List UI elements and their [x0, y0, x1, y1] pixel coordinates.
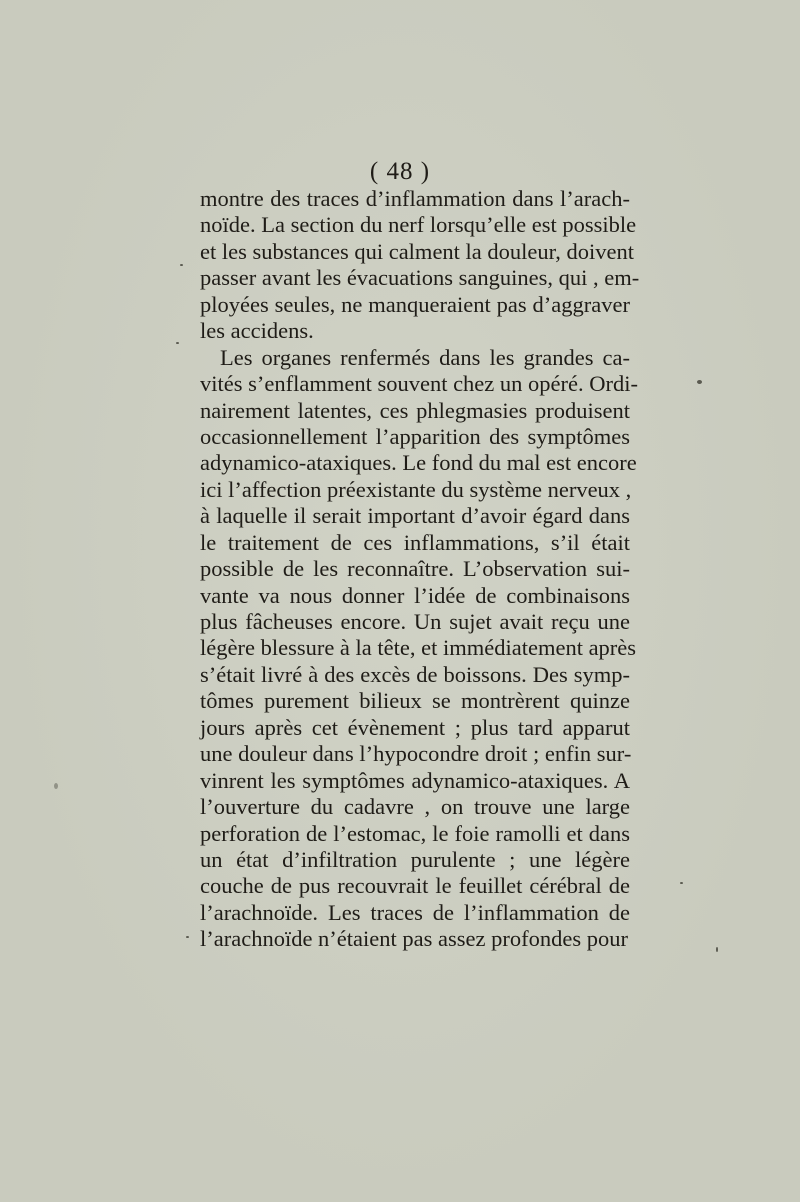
text-line: nairement latentes, ces phlegmasies produisent	[200, 397, 630, 423]
text-line: un état d’infiltration purulente ; une légère	[200, 846, 630, 872]
paper-speck	[716, 947, 718, 952]
text-line: possible de les reconnaître. L’observation sui-	[200, 556, 630, 582]
text-line: ici l’affection préexistante du système nerveux ,	[200, 476, 632, 502]
text-line: et les substances qui calment la douleur, doivent	[200, 238, 634, 264]
text-line: légère blessure à la tête, et immédiatement après	[200, 635, 637, 661]
text-line: à laquelle il serait important d’avoir égard dans	[200, 503, 630, 529]
text-line: jours après cet évènement ; plus tard apparut	[200, 714, 630, 740]
paper-speck	[697, 380, 702, 384]
text-line: couche de pus recouvrait le feuillet cérébral de	[200, 873, 630, 899]
text-line: montre des traces d’inflammation dans l’arach-	[200, 186, 630, 211]
paper-speck	[176, 342, 179, 344]
text-line: vités s’enflamment souvent chez un opéré. Ordi-	[200, 371, 638, 397]
page-number: ( 48 )	[369, 158, 431, 185]
text-line: une douleur dans l’hypocondre droit ; enfin sur-	[200, 741, 632, 767]
text-line: occasionnellement l’apparition des symptômes	[200, 423, 630, 449]
text-line: plus fâcheuses encore. Un sujet avait reçu une	[200, 609, 630, 634]
text-line: adynamico-ataxiques. Le fond du mal est encore	[200, 450, 637, 476]
text-line: vante va nous donner l’idée de combinaisons	[200, 582, 630, 608]
text-line: perforation de l’estomac, le foie ramolli et dans	[200, 820, 630, 846]
text-line: l’arachnoïde. Les traces de l’inflammation de	[200, 899, 630, 925]
paper-speck	[186, 936, 189, 938]
paper-speck	[180, 264, 183, 266]
paper-speck	[680, 882, 683, 884]
text-line: noïde. La section du nerf lorsqu’elle est possible	[200, 212, 637, 238]
text-line: l’arachnoïde n’étaient pas assez profondes pour	[200, 926, 628, 952]
text-line: Les organes renfermés dans les grandes ca-	[220, 344, 630, 370]
body-text	[200, 186, 640, 953]
text-line: vinrent les symptômes adynamico-ataxiques. A	[200, 767, 630, 793]
text-line: s’était livré à des excès de boissons. Des symp-	[200, 661, 630, 687]
text-line: le traitement de ces inflammations, s’il était	[200, 529, 630, 555]
text-line: ployées seules, ne manqueraient pas d’aggraver	[200, 291, 630, 317]
text-line: passer avant les évacuations sanguines, qui , em-	[200, 265, 640, 291]
paper-speck	[54, 783, 58, 789]
text-line: l’ouverture du cadavre , on trouve une large	[200, 794, 630, 820]
text-line: les accidens.	[200, 318, 314, 344]
text-line: tômes purement bilieux se montrèrent quinze	[200, 688, 630, 714]
